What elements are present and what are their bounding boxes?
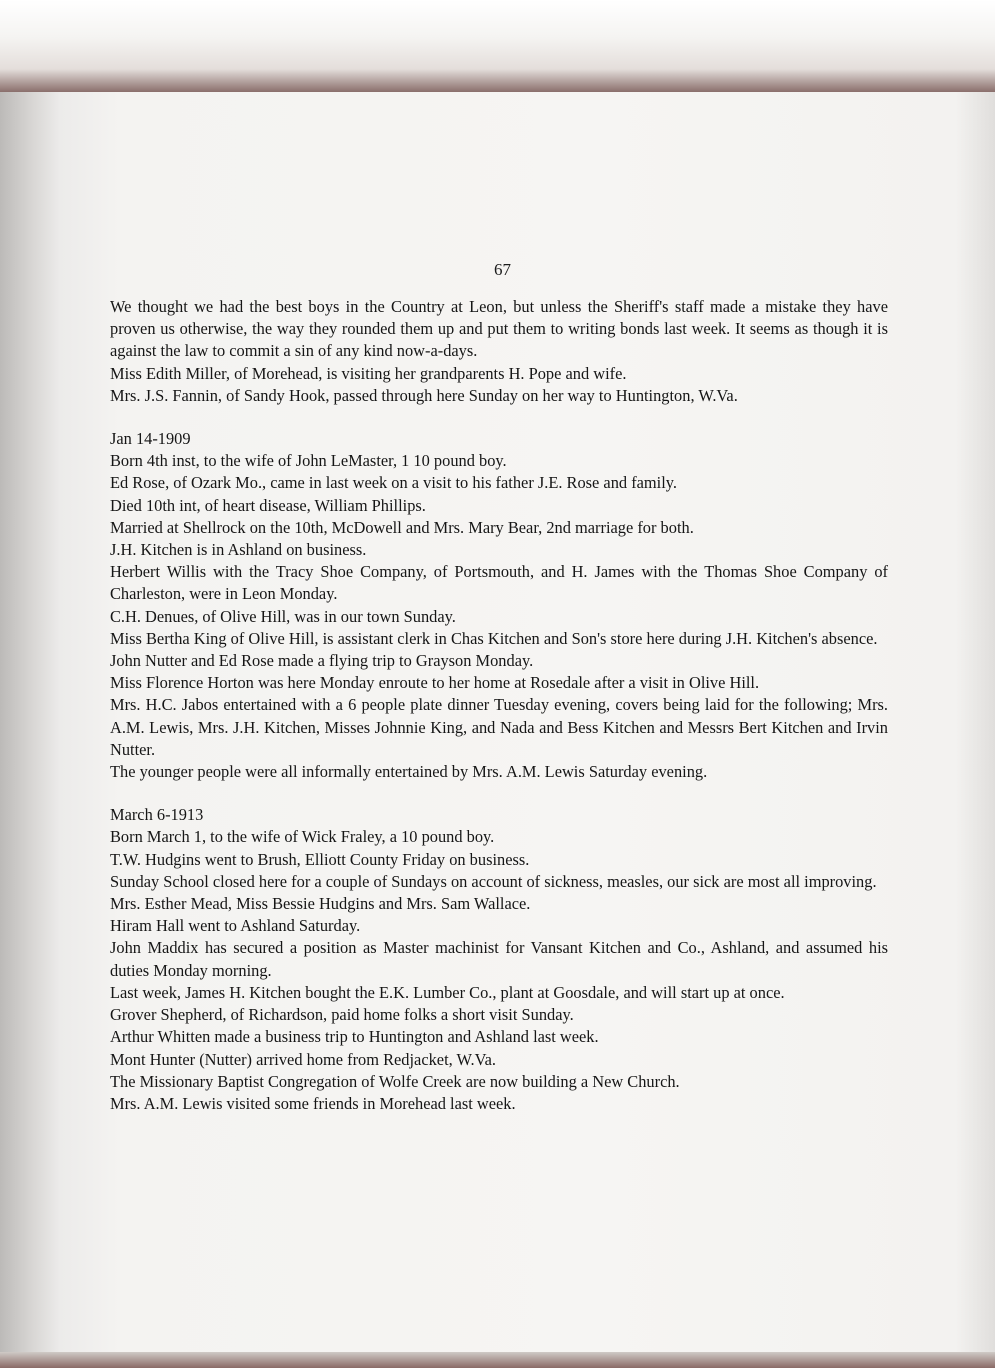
- paragraph: Arthur Whitten made a business trip to Huntington and Ashland last week.: [110, 1027, 599, 1047]
- paragraph: Mrs. H.C. Jabos entertained with a 6 people plate dinner Tuesday evening, covers being laid for the following; Mrs. A.M. Lewis, Mrs. J.H. Kitchen, Misses Johnnie King, and Nada and Bess Kitchen and Messrs Bert Kitchen and Irvin Nutter.: [110, 695, 888, 759]
- paragraph: Mrs. J.S. Fannin, of Sandy Hook, passed through here Sunday on her way to Huntington, W.Va.: [110, 385, 738, 405]
- paragraph: Herbert Willis with the Tracy Shoe Company, of Portsmouth, and H. James with the Thomas Shoe Company of Charleston, were in Leon Monday.: [110, 562, 888, 604]
- paragraph: We thought we had the best boys in the Country at Leon, but unless the Sheriff's staff made a mistake they have proven us otherwise, the way they rounded them up and put them to writing bonds last week. It seems as though it is against the law to commit a sin of any kind now-a-days.: [110, 297, 888, 361]
- page-text: [110, 296, 888, 1115]
- paragraph: Born March 1, to the wife of Wick Fraley, a 10 pound boy.: [110, 827, 495, 847]
- paragraph: Miss Florence Horton was here Monday enroute to her home at Rosedale after a visit in Olive Hill.: [110, 673, 760, 693]
- scan-backdrop-top: [0, 0, 995, 92]
- page-number: 67: [494, 260, 511, 279]
- paragraph: Hiram Hall went to Ashland Saturday.: [110, 916, 361, 936]
- paragraph: Last week, James H. Kitchen bought the E.K. Lumber Co., plant at Goosdale, and will start up at once.: [110, 982, 785, 1002]
- scan-backdrop-bottom: [0, 1352, 995, 1368]
- paragraph: John Maddix has secured a position as Master machinist for Vansant Kitchen and Co., Ashland, and assumed his duties Monday morning.: [110, 938, 888, 980]
- paragraph: Mont Hunter (Nutter) arrived home from Redjacket, W.Va.: [110, 1049, 496, 1069]
- paragraph: C.H. Denues, of Olive Hill, was in our town Sunday.: [110, 606, 456, 626]
- paragraph: Miss Bertha King of Olive Hill, is assistant clerk in Chas Kitchen and Son's store here during J.H. Kitchen's absence.: [110, 628, 878, 648]
- paragraph: Born 4th inst, to the wife of John LeMaster, 1 10 pound boy.: [110, 451, 507, 471]
- paragraph: The Missionary Baptist Congregation of Wolfe Creek are now building a New Church.: [110, 1071, 680, 1091]
- paragraph: Mrs. Esther Mead, Miss Bessie Hudgins and Mrs. Sam Wallace.: [110, 894, 531, 914]
- section-spacer: [110, 783, 888, 804]
- paragraph: The younger people were all informally entertained by Mrs. A.M. Lewis Saturday evening.: [110, 762, 708, 782]
- paragraph: T.W. Hudgins went to Brush, Elliott County Friday on business.: [110, 849, 530, 869]
- paragraph: John Nutter and Ed Rose made a flying trip to Grayson Monday.: [110, 651, 534, 671]
- section-spacer: [110, 407, 888, 428]
- paragraph: Sunday School closed here for a couple of Sundays on account of sickness, measles, our sick are most all improving.: [110, 871, 877, 891]
- paragraph: Married at Shellrock on the 10th, McDowell and Mrs. Mary Bear, 2nd marriage for both.: [110, 517, 694, 537]
- paragraph: Died 10th int, of heart disease, William Phillips.: [110, 495, 426, 515]
- paragraph: Miss Edith Miller, of Morehead, is visiting her grandparents H. Pope and wife.: [110, 363, 627, 383]
- paragraph: J.H. Kitchen is in Ashland on business.: [110, 540, 367, 560]
- paragraph: Ed Rose, of Ozark Mo., came in last week on a visit to his father J.E. Rose and family.: [110, 473, 678, 493]
- section-date: Jan 14-1909: [110, 429, 191, 449]
- paragraph: Grover Shepherd, of Richardson, paid home folks a short visit Sunday.: [110, 1005, 574, 1025]
- section-date: March 6-1913: [110, 805, 204, 825]
- paragraph: Mrs. A.M. Lewis visited some friends in Morehead last week.: [110, 1093, 516, 1113]
